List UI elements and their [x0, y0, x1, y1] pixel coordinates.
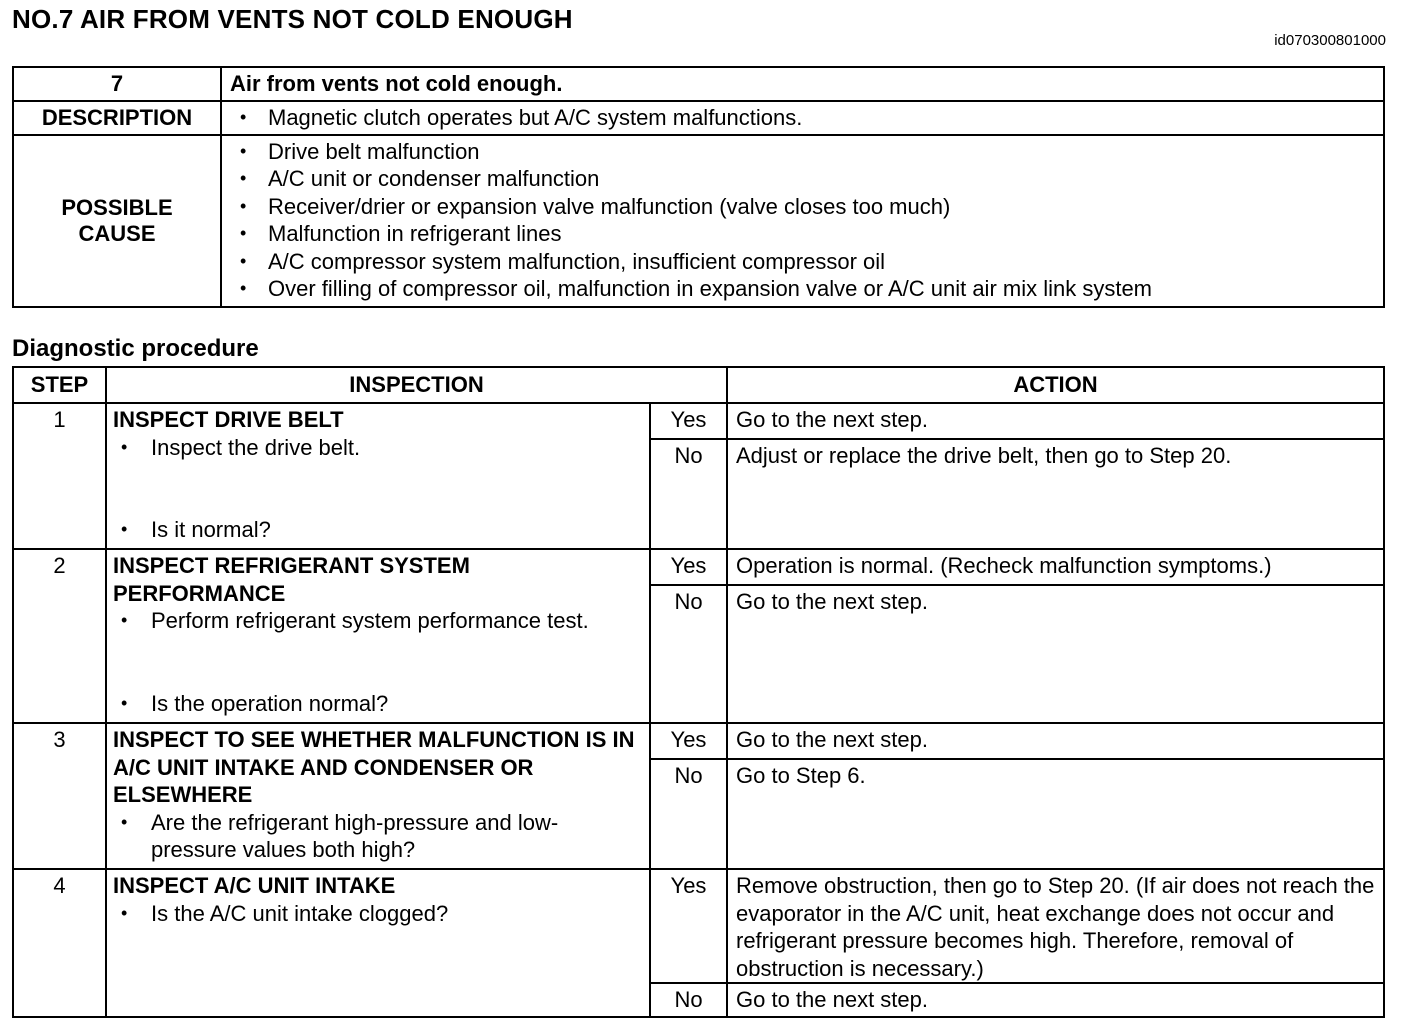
- inspection-list: [113, 607, 643, 717]
- possible-cause-label-line2: CAUSE: [78, 221, 156, 246]
- inspection-cell: [106, 723, 650, 869]
- possible-cause-label-line1: POSSIBLE: [61, 195, 173, 220]
- yes-action: Go to the next step.: [727, 403, 1384, 439]
- step-row: [13, 403, 1384, 439]
- step-row: [13, 549, 1384, 585]
- description-cell: [221, 101, 1384, 135]
- inspection-title: INSPECT TO SEE WHETHER MALFUNCTION IS IN A/C UNIT INTAKE AND CONDENSER OR ELSEWHERE: [113, 727, 635, 807]
- no-label: No: [650, 983, 727, 1017]
- possible-cause-row: [13, 135, 1384, 307]
- possible-cause-cell: [221, 135, 1384, 307]
- step-row: [13, 869, 1384, 983]
- yes-label: Yes: [650, 723, 727, 759]
- step-number: 4: [13, 869, 106, 1017]
- cause-item: • A/C unit or condenser malfunction: [236, 165, 1383, 192]
- yes-label: Yes: [650, 869, 727, 983]
- symptom-title: Air from vents not cold enough.: [221, 67, 1384, 101]
- step-number: 2: [13, 549, 106, 723]
- inspection-question: • Is the A/C unit intake clogged?: [113, 900, 643, 928]
- yes-label: Yes: [650, 403, 727, 439]
- procedure-header-row: [13, 367, 1384, 403]
- diagnostic-procedure-heading: Diagnostic procedure: [12, 335, 259, 362]
- page-title: NO.7 AIR FROM VENTS NOT COLD ENOUGH: [12, 4, 573, 34]
- step-number: 3: [13, 723, 106, 869]
- inspection-item: • Inspect the drive belt.: [113, 434, 643, 462]
- step-row: [13, 723, 1384, 759]
- inspection-question: • Is it normal?: [113, 516, 643, 544]
- yes-label: Yes: [650, 549, 727, 585]
- description-list: [222, 104, 1383, 131]
- no-action: Go to Step 6.: [727, 759, 1384, 869]
- step-number: 1: [13, 403, 106, 549]
- symptom-row: [13, 67, 1384, 101]
- yes-action: Remove obstruction, then go to Step 20. (If air does not reach the evaporator in the A/C unit, heat exchange does not occur and refrigerant pressure becomes high. Therefore, removal of obstruction is necessary.): [727, 869, 1384, 983]
- step-column-header: STEP: [13, 367, 106, 403]
- cause-item: • Drive belt malfunction: [236, 138, 1383, 165]
- no-action: Adjust or replace the drive belt, then go to Step 20.: [727, 439, 1384, 549]
- cause-item: • A/C compressor system malfunction, insufficient compressor oil: [236, 248, 1383, 275]
- cause-item: • Receiver/drier or expansion valve malfunction (valve closes too much): [236, 193, 1383, 220]
- yes-action: Go to the next step.: [727, 723, 1384, 759]
- no-label: No: [650, 585, 727, 723]
- inspection-title: INSPECT REFRIGERANT SYSTEM PERFORMANCE: [113, 553, 470, 606]
- document-id: id070300801000: [1274, 32, 1386, 49]
- inspection-cell: [106, 869, 650, 1017]
- symptom-number: 7: [13, 67, 221, 101]
- yes-action: Operation is normal. (Recheck malfunction symptoms.): [727, 549, 1384, 585]
- inspection-title: INSPECT A/C UNIT INTAKE: [113, 873, 396, 898]
- possible-cause-list: [222, 136, 1383, 302]
- inspection-column-header: INSPECTION: [106, 367, 727, 403]
- no-label: No: [650, 439, 727, 549]
- possible-cause-label: [13, 135, 221, 307]
- inspection-list: [113, 434, 643, 544]
- no-action: Go to the next step.: [727, 585, 1384, 723]
- cause-item: • Malfunction in refrigerant lines: [236, 220, 1383, 247]
- diagnostic-procedure-table: [12, 366, 1385, 1018]
- inspection-cell: [106, 403, 650, 549]
- description-row: [13, 101, 1384, 135]
- inspection-list: [113, 809, 643, 864]
- description-label: DESCRIPTION: [13, 101, 221, 135]
- inspection-title: INSPECT DRIVE BELT: [113, 407, 344, 432]
- no-action: Go to the next step.: [727, 983, 1384, 1017]
- description-item: • Magnetic clutch operates but A/C system malfunctions.: [236, 104, 1383, 131]
- symptom-summary-table: [12, 66, 1385, 308]
- no-label: No: [650, 759, 727, 869]
- inspection-question: • Is the operation normal?: [113, 690, 643, 718]
- inspection-item: • Perform refrigerant system performance test.: [113, 607, 643, 635]
- inspection-question: • Are the refrigerant high-pressure and low-pressure values both high?: [113, 809, 643, 864]
- action-column-header: ACTION: [727, 367, 1384, 403]
- inspection-list: [113, 900, 643, 928]
- cause-item: • Over filling of compressor oil, malfunction in expansion valve or A/C unit air mix link system: [236, 275, 1383, 302]
- inspection-cell: [106, 549, 650, 723]
